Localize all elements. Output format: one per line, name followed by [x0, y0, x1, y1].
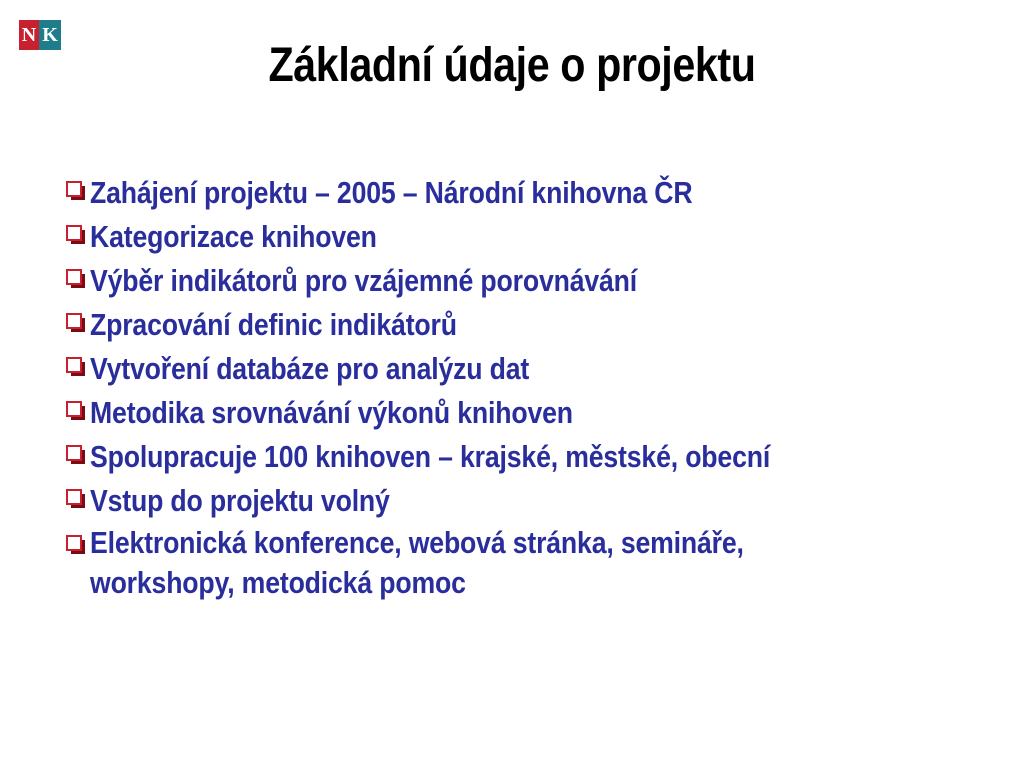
- bullet-text: Zpracování definic indikátorů: [90, 307, 457, 342]
- bullet-text: Vytvoření databáze pro analýzu dat: [90, 351, 530, 386]
- bullet-list: [64, 171, 964, 603]
- bullet-text: Kategorizace knihoven: [90, 219, 377, 254]
- logo-letter-k: K: [39, 20, 61, 50]
- checkbox-icon: [64, 391, 90, 435]
- bullet-text: Elektronická konference, webová stránka, semináře, workshopy, metodická pomoc: [90, 525, 744, 600]
- logo-letter-n: N: [19, 20, 39, 50]
- bullet-item: [64, 435, 964, 479]
- bullet-text: Spolupracuje 100 knihoven – krajské, městské, obecní: [90, 439, 771, 474]
- bullet-text: Vstup do projektu volný: [90, 483, 390, 518]
- slide-title: Základní údaje o projektu: [268, 39, 756, 92]
- bullet-item: [64, 215, 964, 259]
- checkbox-icon: [64, 303, 90, 347]
- bullet-text: Zahájení projektu – 2005 – Národní knihovna ČR: [90, 175, 693, 210]
- bullet-item: [64, 391, 964, 435]
- bullet-text: Výběr indikátorů pro vzájemné porovnávání: [90, 263, 638, 298]
- checkbox-icon: [64, 259, 90, 303]
- checkbox-icon: [64, 479, 90, 523]
- checkbox-icon: [64, 523, 90, 567]
- bullet-item: [64, 171, 964, 215]
- nk-logo: [19, 20, 61, 50]
- bullet-item: [64, 303, 964, 347]
- bullet-item: [64, 523, 964, 603]
- bullet-item: [64, 479, 964, 523]
- checkbox-icon: [64, 347, 90, 391]
- bullet-item: [64, 259, 964, 303]
- checkbox-icon: [64, 215, 90, 259]
- checkbox-icon: [64, 435, 90, 479]
- bullet-item: [64, 347, 964, 391]
- bullet-text: Metodika srovnávání výkonů knihoven: [90, 395, 573, 430]
- checkbox-icon: [64, 171, 90, 215]
